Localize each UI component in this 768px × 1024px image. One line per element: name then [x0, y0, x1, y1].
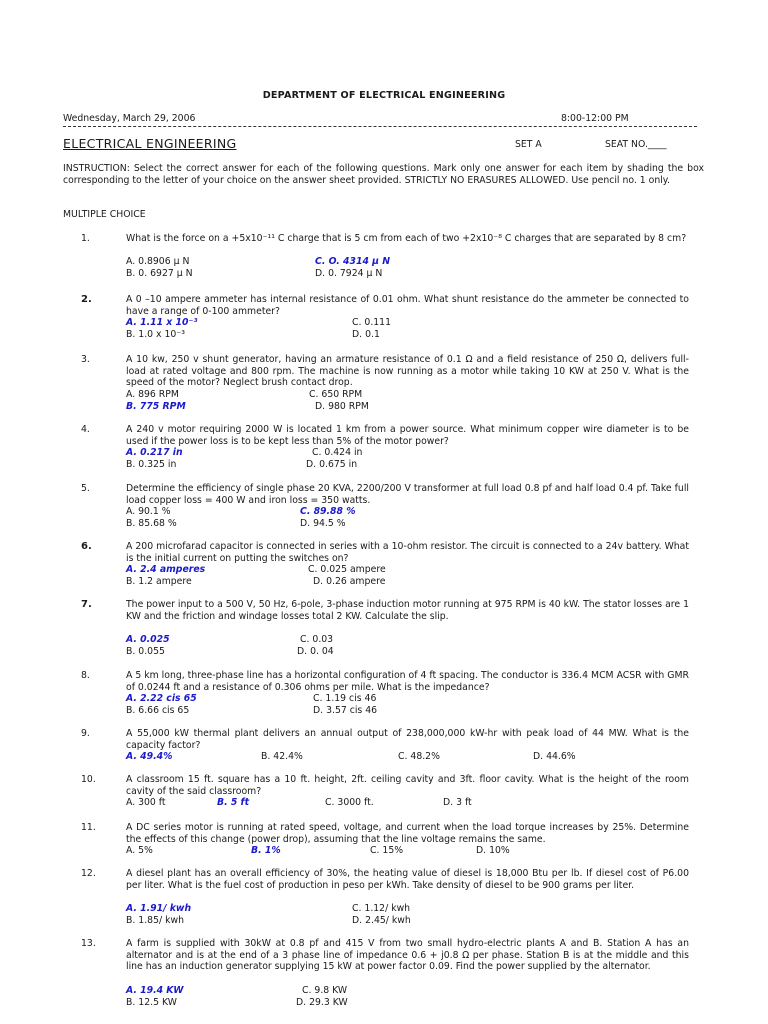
- option-c: C. 48.2%: [398, 751, 440, 762]
- option-b: B. 1.85/ kwh: [126, 915, 184, 926]
- question-number: 10.: [81, 774, 96, 785]
- question-stem: A 240 v motor requiring 2000 W is located 1 km from a power source. What minimum copper wire diameter is to be used if the power loss is to be kept less than 5% of the motor power?: [126, 424, 689, 447]
- question-number: 11.: [81, 822, 96, 833]
- question-number: 6.: [81, 541, 92, 552]
- option-d: D. 980 RPM: [315, 401, 369, 412]
- question-stem: What is the force on a +5x10⁻¹¹ C charge that is 5 cm from each of two +2x10⁻⁸ C charges that are separated by 8 cm?: [126, 233, 687, 244]
- option-c-answer: C. O. 4314 μ N: [315, 256, 391, 267]
- option-c: C. 1.12/ kwh: [352, 903, 411, 914]
- option-a: A. 90.1 %: [126, 506, 171, 517]
- question-number: 2.: [81, 294, 92, 305]
- option-a: A. 896 RPM: [126, 389, 179, 400]
- question-number: 3.: [81, 354, 90, 365]
- question-number: 13.: [81, 938, 96, 949]
- option-d: D. 29.3 KW: [296, 997, 348, 1008]
- exam-date: Wednesday, March 29, 2006: [63, 113, 196, 124]
- date-time-row: [63, 113, 697, 127]
- option-c: C. 3000 ft.: [325, 797, 374, 808]
- seat-number-label: SEAT NO.____: [605, 139, 667, 150]
- set-label: SET A: [515, 139, 542, 150]
- option-b: B. 0. 6927 μ N: [126, 268, 193, 279]
- option-c: C. 0.03: [300, 634, 334, 645]
- option-a: A. 5%: [126, 845, 153, 856]
- option-d: D. 10%: [476, 845, 510, 856]
- question-number: 4.: [81, 424, 90, 435]
- department-title: DEPARTMENT OF ELECTRICAL ENGINEERING: [262, 90, 506, 101]
- option-c: C. 9.8 KW: [302, 985, 348, 996]
- option-a: A. 0.8906 μ N: [126, 256, 190, 267]
- question-stem: A 0 –10 ampere ammeter has internal resistance of 0.01 ohm. What shunt resistance do the ammeter be connected to have a range of 0-100 ammeter?: [126, 294, 689, 317]
- option-d: D. 0.26 ampere: [313, 576, 386, 587]
- option-d: D. 94.5 %: [300, 518, 346, 529]
- option-a: A. 300 ft: [126, 797, 166, 808]
- option-a-answer: A. 49.4%: [126, 751, 173, 762]
- option-c: C. 15%: [370, 845, 404, 856]
- option-b-answer: B. 5 ft: [217, 797, 250, 808]
- option-b-answer: B. 775 RPM: [126, 401, 186, 412]
- question-number: 5.: [81, 483, 90, 494]
- question-stem: A classroom 15 ft. square has a 10 ft. height, 2ft. ceiling cavity and 3ft. floor cavity. What is the height of the room cavity of the said classroom?: [126, 774, 689, 797]
- option-c: C. 0.424 in: [312, 447, 363, 458]
- option-a-answer: A. 19.4 KW: [126, 985, 184, 996]
- question-stem: A 10 kw, 250 v shunt generator, having an armature resistance of 0.1 Ω and a field resistance of 250 Ω, delivers full-load at rated voltage and 800 rpm. The machine is now running as a motor while taking 10 KW at 250 V. What is the speed of the motor? Neglect brush contact drop.: [126, 354, 689, 388]
- question-number: 1.: [81, 233, 90, 244]
- option-c: C. 0.111: [352, 317, 392, 328]
- option-b: B. 0.055: [126, 646, 165, 657]
- question-stem: A DC series motor is running at rated speed, voltage, and current when the load torque increases by 25%. Determine the effects of this change (power drop), assuming that the line voltage remains the same.: [126, 822, 689, 845]
- option-b-answer: B. 1%: [251, 845, 281, 856]
- option-a-answer: A. 0.217 in: [126, 447, 183, 458]
- question-number: 8.: [81, 670, 90, 681]
- option-b: B. 1.0 x 10⁻³: [126, 329, 185, 340]
- question-stem: A 55,000 kW thermal plant delivers an annual output of 238,000,000 kW-hr with peak load of 44 MW. What is the capacity factor?: [126, 728, 689, 751]
- option-d: D. 3 ft: [443, 797, 472, 808]
- option-b: B. 6.66 cis 65: [126, 705, 190, 716]
- option-a-answer: A. 2.4 amperes: [126, 564, 206, 575]
- option-d: D. 0. 04: [297, 646, 334, 657]
- course-title: ELECTRICAL ENGINEERING: [63, 136, 237, 151]
- question-stem: A farm is supplied with 30kW at 0.8 pf and 415 V from two small hydro-electric plants A and B. Station A has an alternator and is at the end of a 3 phase line of impedance 0.6 + j0.8 Ω per phase. Station B is at the middle and this line has an induction generator supplying 15 kW at power factor 0.09. Find the power supplied by the alternator.: [126, 938, 689, 972]
- question-stem: A diesel plant has an overall efficiency of 30%, the heating value of diesel is 18,000 Btu per lb. If diesel cost of P6.00 per liter. What is the fuel cost of production in peso per kWh. Take density of diesel to be 900 grams per liter.: [126, 868, 689, 891]
- section-heading: MULTIPLE CHOICE: [63, 209, 146, 220]
- option-b: B. 1.2 ampere: [126, 576, 192, 587]
- option-b: B. 42.4%: [261, 751, 303, 762]
- course-row: [63, 136, 703, 152]
- question-stem: A 5 km long, three-phase line has a horizontal configuration of 4 ft spacing. The conductor is 336.4 MCM ACSR with GMR of 0.0244 ft and a resistance of 0.306 ohms per mile. What is the impedance?: [126, 670, 689, 693]
- option-d: D. 0.675 in: [306, 459, 358, 470]
- option-d: D. 3.57 cis 46: [313, 705, 378, 716]
- option-c: C. 0.025 ampere: [308, 564, 386, 575]
- question-stem: Determine the efficiency of single phase 20 KVA, 2200/200 V transformer at full load 0.8 pf and half load 0.4 pf. Take full load copper loss = 400 W and iron loss = 350 watts.: [126, 483, 689, 506]
- option-c: C. 1.19 cis 46: [313, 693, 377, 704]
- option-b: B. 85.68 %: [126, 518, 177, 529]
- option-d: D. 44.6%: [533, 751, 576, 762]
- exam-time: 8:00-12:00 PM: [561, 113, 629, 124]
- option-a-answer: A. 1.11 x 10⁻³: [126, 317, 198, 328]
- option-d: D. 2.45/ kwh: [352, 915, 411, 926]
- option-c-answer: C. 89.88 %: [300, 506, 356, 517]
- option-d: D. 0. 7924 μ N: [315, 268, 383, 279]
- instruction-text: INSTRUCTION: Select the correct answer for each of the following questions. Mark only one answer for each item by shading the box corresponding to the letter of your choice on the answer sheet provided. STRICTLY NO ERASURES ALLOWED. Use pencil no. 1 only.: [63, 163, 704, 186]
- option-d: D. 0.1: [352, 329, 380, 340]
- option-c: C. 650 RPM: [309, 389, 363, 400]
- option-b: B. 0.325 in: [126, 459, 177, 470]
- option-a-answer: A. 0.025: [126, 634, 170, 645]
- question-stem: The power input to a 500 V, 50 Hz, 6-pole, 3-phase induction motor running at 975 RPM is 40 kW. The stator losses are 1 KW and the friction and windage losses total 2 KW. Calculate the slip.: [126, 599, 690, 622]
- option-a-answer: A. 1.91/ kwh: [126, 903, 192, 914]
- question-number: 9.: [81, 728, 90, 739]
- question-stem: A 200 microfarad capacitor is connected in series with a 10-ohm resistor. The circuit is connected to a 24v battery. What is the initial current on putting the switches on?: [126, 541, 689, 564]
- option-a-answer: A. 2.22 cis 65: [126, 693, 197, 704]
- question-number: 12.: [81, 868, 96, 879]
- option-b: B. 12.5 KW: [126, 997, 177, 1008]
- question-number: 7.: [81, 599, 92, 610]
